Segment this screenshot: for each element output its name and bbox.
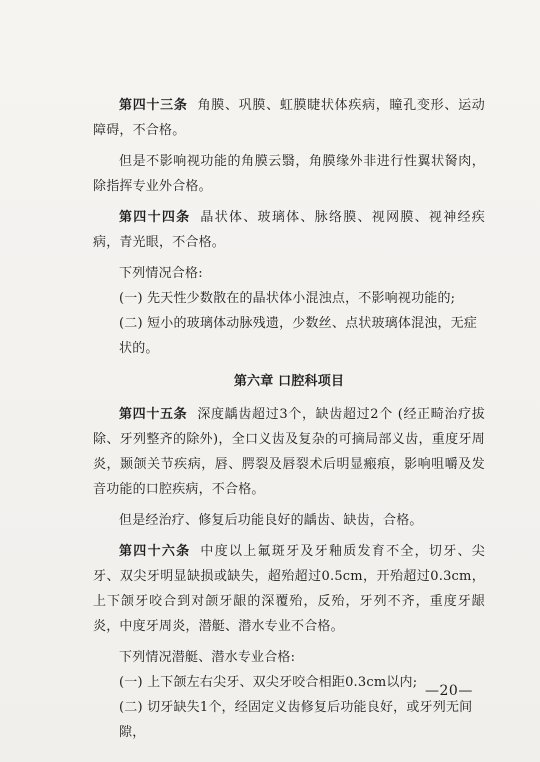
- article-44-item-1: (一) 先天性少数散在的晶状体小混浊点，不影响视功能的;: [119, 291, 456, 306]
- article-43-exception: 但是不影响视功能的角膜云翳，角膜缘外非进行性翼状胬肉，除指挥专业外合格。: [93, 154, 485, 194]
- page-number: —20—: [425, 683, 473, 699]
- article-44-intro: 下列情况合格:: [119, 266, 203, 281]
- article-46-item-2: (二) 切牙缺失1个，经固定义齿修复后功能良好，或牙列无间隙，: [119, 700, 473, 740]
- article-43-label: 第四十三条: [119, 98, 188, 113]
- article-44: [93, 205, 485, 255]
- article-45: [93, 402, 485, 502]
- article-46-label: 第四十六条: [119, 544, 191, 559]
- article-44-item-2: (二) 短小的玻璃体动脉残遗，少数丝、点状玻璃体混浊，无症状的。: [119, 316, 478, 356]
- chapter-6-title: 第六章 口腔科项目: [233, 374, 345, 389]
- article-45-label: 第四十五条: [119, 407, 188, 422]
- article-46-text: 中度以上氟斑牙及牙釉质发育不全，切牙、尖牙、双尖牙明显缺损或缺失，超殆超过0.5cm，开殆超过0.3cm，上下颌牙咬合到对颌牙龈的深覆殆，反殆，牙列不齐，重度牙龈炎，中度牙周炎，潜艇、潜水专业不合格。: [93, 544, 485, 634]
- article-45-exception: 但是经治疗、修复后功能良好的龋齿、缺齿，合格。: [119, 513, 423, 528]
- article-46-item-1: (一) 上下颌左右尖牙、双尖牙咬合相距0.3cm以内;: [119, 675, 418, 690]
- document-body: [93, 93, 485, 745]
- article-44-text: 晶状体、玻璃体、脉络膜、视网膜、视神经疾病，青光眼，不合格。: [93, 210, 485, 250]
- article-44-label: 第四十四条: [119, 210, 191, 225]
- article-46: [93, 539, 485, 639]
- article-43-text: 角膜、巩膜、虹膜睫状体疾病，瞳孔变形、运动障碍，不合格。: [93, 98, 485, 138]
- article-45-text: 深度龋齿超过3个，缺齿超过2个 (经正畸治疗拔除、牙列整齐的除外)，全口义齿及复杂的可摘局部义齿，重度牙周炎，颞颌关节疾病，唇、腭裂及唇裂术后明显瘢痕，影响咀嚼及发音功能的口腔疾病，不合格。: [93, 407, 485, 497]
- article-43: [93, 93, 485, 143]
- article-46-intro: 下列情况潜艇、潜水专业合格:: [119, 650, 296, 665]
